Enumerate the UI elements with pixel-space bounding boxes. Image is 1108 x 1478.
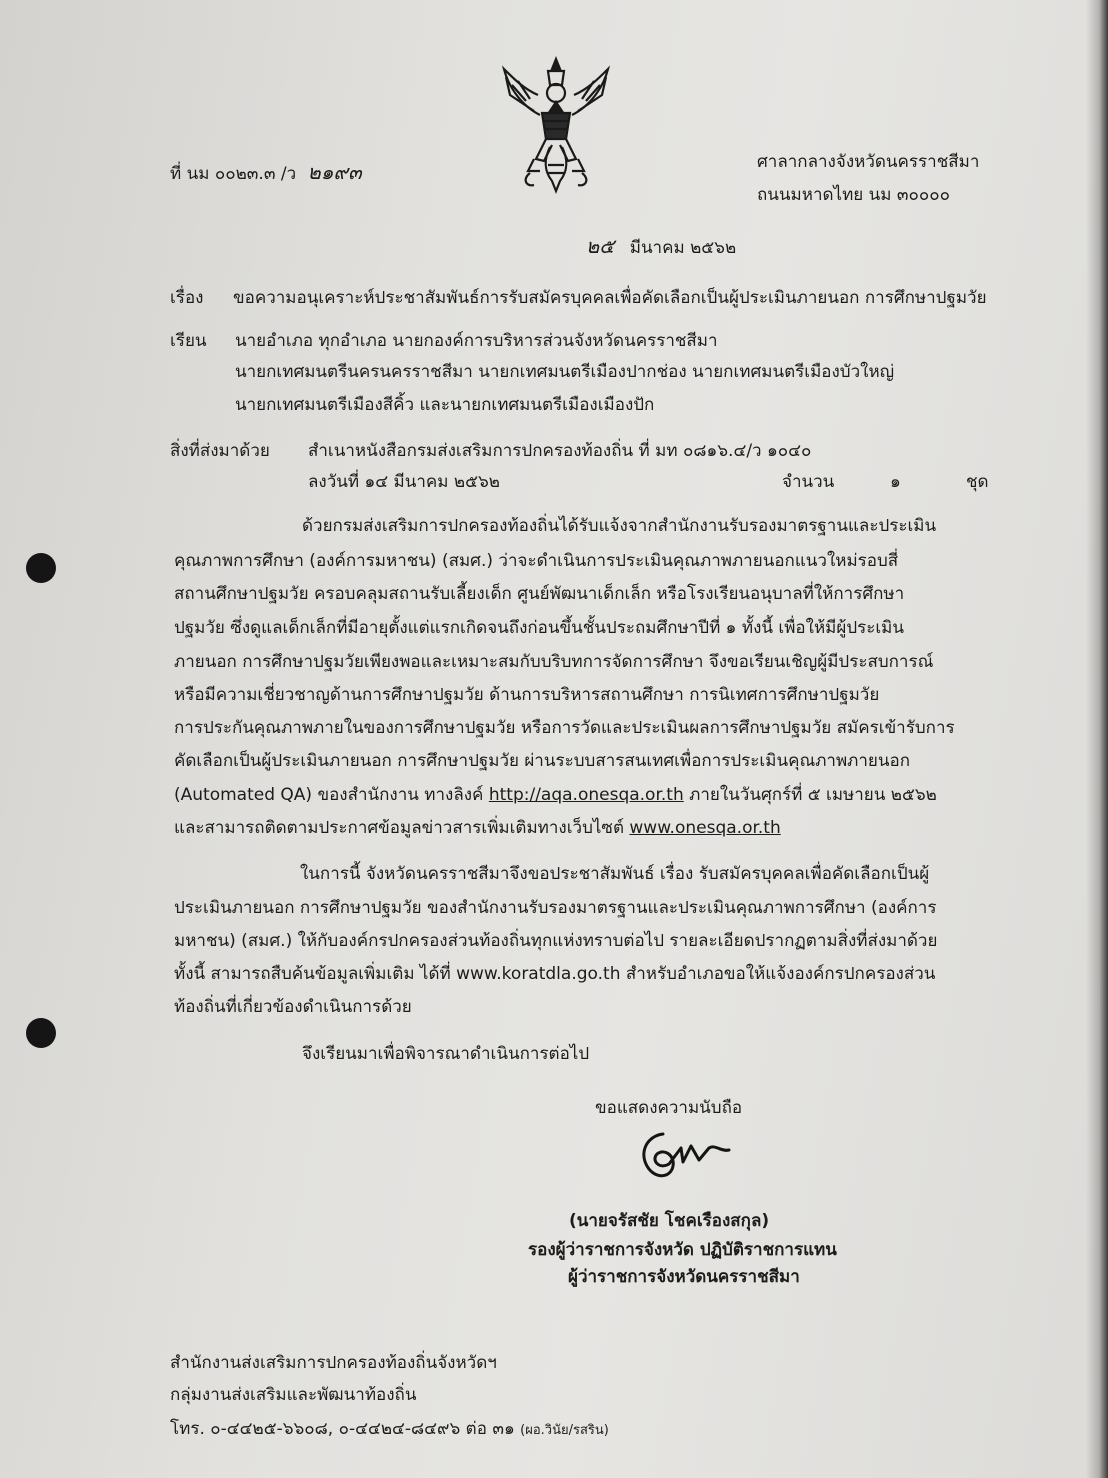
paragraph1-line: คัดเลือกเป็นผู้ประเมินภายนอก การศึกษาปฐมวัย ผ่านระบบสารสนเทศเพื่อการประเมินคุณภาพภายนอก [174,751,911,771]
paragraph2-line: ทั้งนี้ สามารถสืบค้นข้อมูลเพิ่มเติม ได้ที่ www.koratdla.go.th สำหรับอำเภอขอให้แจ้งองค์กรปกครองส่วน [174,964,936,984]
closing-request: จึงเรียนมาเพื่อพิจารณาดำเนินการต่อไป [302,1044,590,1064]
recipient-line: นายกเทศมนตรีเมืองสีคิ้ว และนายกเทศมนตรีเมืองเมืองปัก [235,395,655,415]
paragraph1-line: หรือมีความเชี่ยวชาญด้านการศึกษาปฐมวัย ด้านการบริหารสถานศึกษา การนิเทศการศึกษาปฐมวัย [174,685,880,705]
enclosure-label: สิ่งที่ส่งมาด้วย [170,441,270,461]
paragraph1-line [174,820,781,837]
paragraph1-line: สถานศึกษาปฐมวัย ครอบคลุมสถานรับเลี้ยงเด็ก ศูนย์พัฒนาเด็กเล็ก หรือโรงเรียนอนุบาลที่ให้การศึกษา [174,584,905,604]
reference-number [170,162,362,183]
paragraph1-line: ปฐมวัย ซึ่งดูแลเด็กเล็กที่มีอายุตั้งแต่แรกเกิดจนถึงก่อนขึ้นชั้นประถมศึกษาปีที่ ๑ ทั้งนี้ เพื่อให้มีผู้ประเมิน [174,618,905,638]
enclosure-line2: ลงวันที่ ๑๔ มีนาคม ๒๕๖๒ [308,472,500,492]
sheet-edge-shadow [1086,0,1108,1478]
footer-department: สำนักงานส่งเสริมการปกครองท้องถิ่นจังหวัดฯ [170,1353,497,1373]
letter-date [586,236,736,257]
enclosure-quantity-unit: ชุด [966,472,989,492]
closing-regards: ขอแสดงความนับถือ [595,1098,743,1118]
recipient-line: นายอำเภอ ทุกอำเภอ นายกองค์การบริหารส่วนจังหวัดนครราชสีมา [235,331,718,351]
paragraph2-line: ประเมินภายนอก การศึกษาปฐมวัย ของสำนักงานรับรองมาตรฐานและประเมินคุณภาพการศึกษา (องค์การ [174,898,937,918]
office-address-line1: ศาลากลางจังหวัดนครราชสีมา [757,152,980,172]
footer-phone: โทร. ๐-๔๔๒๕-๖๖๐๘, ๐-๔๔๒๔-๘๔๙๖ ต่อ ๓๑ [170,1419,515,1439]
paragraph1-line9-deadline: ภายในวันศุกร์ที่ ๕ เมษายน ๒๕๖๒ [689,785,937,805]
date-handwritten-day: ๒๕ [586,234,615,258]
paragraph1-line: ภายนอก การศึกษาปฐมวัยเพียงพอและเหมาะสมกับบริบทการจัดการศึกษา จึงขอเรียนเชิญผู้มีประสบการณ์ [174,652,934,672]
office-address-line2: ถนนมหาดไทย นม ๓๐๐๐๐ [757,185,951,205]
paragraph1-line10-text: และสามารถติดตามประกาศข้อมูลข่าวสารเพิ่มเติมทางเว็บไซต์ [174,818,624,838]
recipient-label: เรียน [170,331,207,351]
paragraph2-line: มหาชน) (สมศ.) ให้กับองค์กรปกครองส่วนท้องถิ่นทุกแห่งทราบต่อไป รายละเอียดปรากฏตามสิ่งที่ส่งมาด้วย [174,931,938,951]
enclosure-line1: สำเนาหนังสือกรมส่งเสริมการปกครองท้องถิ่น ที่ มท ๐๘๑๖.๔/ว ๑๐๔๐ [308,441,812,461]
paragraph1-line: ด้วยกรมส่งเสริมการปกครองท้องถิ่นได้รับแจ้งจากสำนักงานรับรองมาตรฐานและประเมิน [302,516,937,536]
paragraph2-line: ท้องถิ่นที่เกี่ยวข้องดำเนินการด้วย [174,997,412,1017]
punch-hole-icon [26,1018,56,1048]
signer-name: (นายจรัสชัย โชคเรืองสกุล) [569,1211,770,1231]
signature-icon [625,1122,755,1192]
footer-phone-line [170,1421,609,1438]
recipient-line: นายกเทศมนตรีนครนครราชสีมา นายกเทศมนตรีเมืองปากช่อง นายกเทศมนตรีเมืองบัวใหญ่ [235,362,895,382]
paragraph2-line: ในการนี้ จังหวัดนครราชสีมาจึงขอประชาสัมพันธ์ เรื่อง รับสมัครบุคคลเพื่อคัดเลือกเป็นผู้ [300,864,930,884]
punch-hole-icon [26,553,56,583]
reference-handwritten-number: ๒๑๙๓ [307,160,362,184]
signer-title-line2: ผู้ว่าราชการจังหวัดนครราชสีมา [568,1267,800,1287]
date-month-year: มีนาคม ๒๕๖๒ [629,238,737,258]
subject-label: เรื่อง [170,288,204,308]
footer-contact-note: (ผอ.วินัย/รสริน) [520,1423,609,1438]
garuda-emblem-icon [500,55,612,195]
footer-group: กลุ่มงานส่งเสริมและพัฒนาท้องถิ่น [170,1385,417,1405]
enclosure-quantity-value: ๑ [890,472,901,492]
enclosure-quantity-label: จำนวน [782,472,835,492]
paragraph1-line9-text: (Automated QA) ของสำนักงาน ทางลิงค์ [174,785,484,805]
paragraph1-line: คุณภาพการศึกษา (องค์การมหาชน) (สมศ.) ว่าจะดำเนินการประเมินคุณภาพภายนอกแนวใหม่รอบสี่ [174,551,899,571]
reference-label: ที่ นม ๐๐๒๓.๓ /ว [170,164,297,184]
subject-text: ขอความอนุเคราะห์ประชาสัมพันธ์การรับสมัครบุคคลเพื่อคัดเลือกเป็นผู้ประเมินภายนอก การศึกษาปฐมวัย [233,288,987,308]
signer-title-line1: รองผู้ว่าราชการจังหวัด ปฏิบัติราชการแทน [528,1240,837,1260]
onesqa-website-link[interactable]: www.onesqa.or.th [629,818,781,838]
paragraph1-line [174,787,937,804]
paragraph1-line: การประกันคุณภาพภายในของการศึกษาปฐมวัย หรือการวัดและประเมินผลการศึกษาปฐมวัย สมัครเข้ารับการ [174,718,955,738]
aqa-link[interactable]: http://aqa.onesqa.or.th [488,785,684,805]
